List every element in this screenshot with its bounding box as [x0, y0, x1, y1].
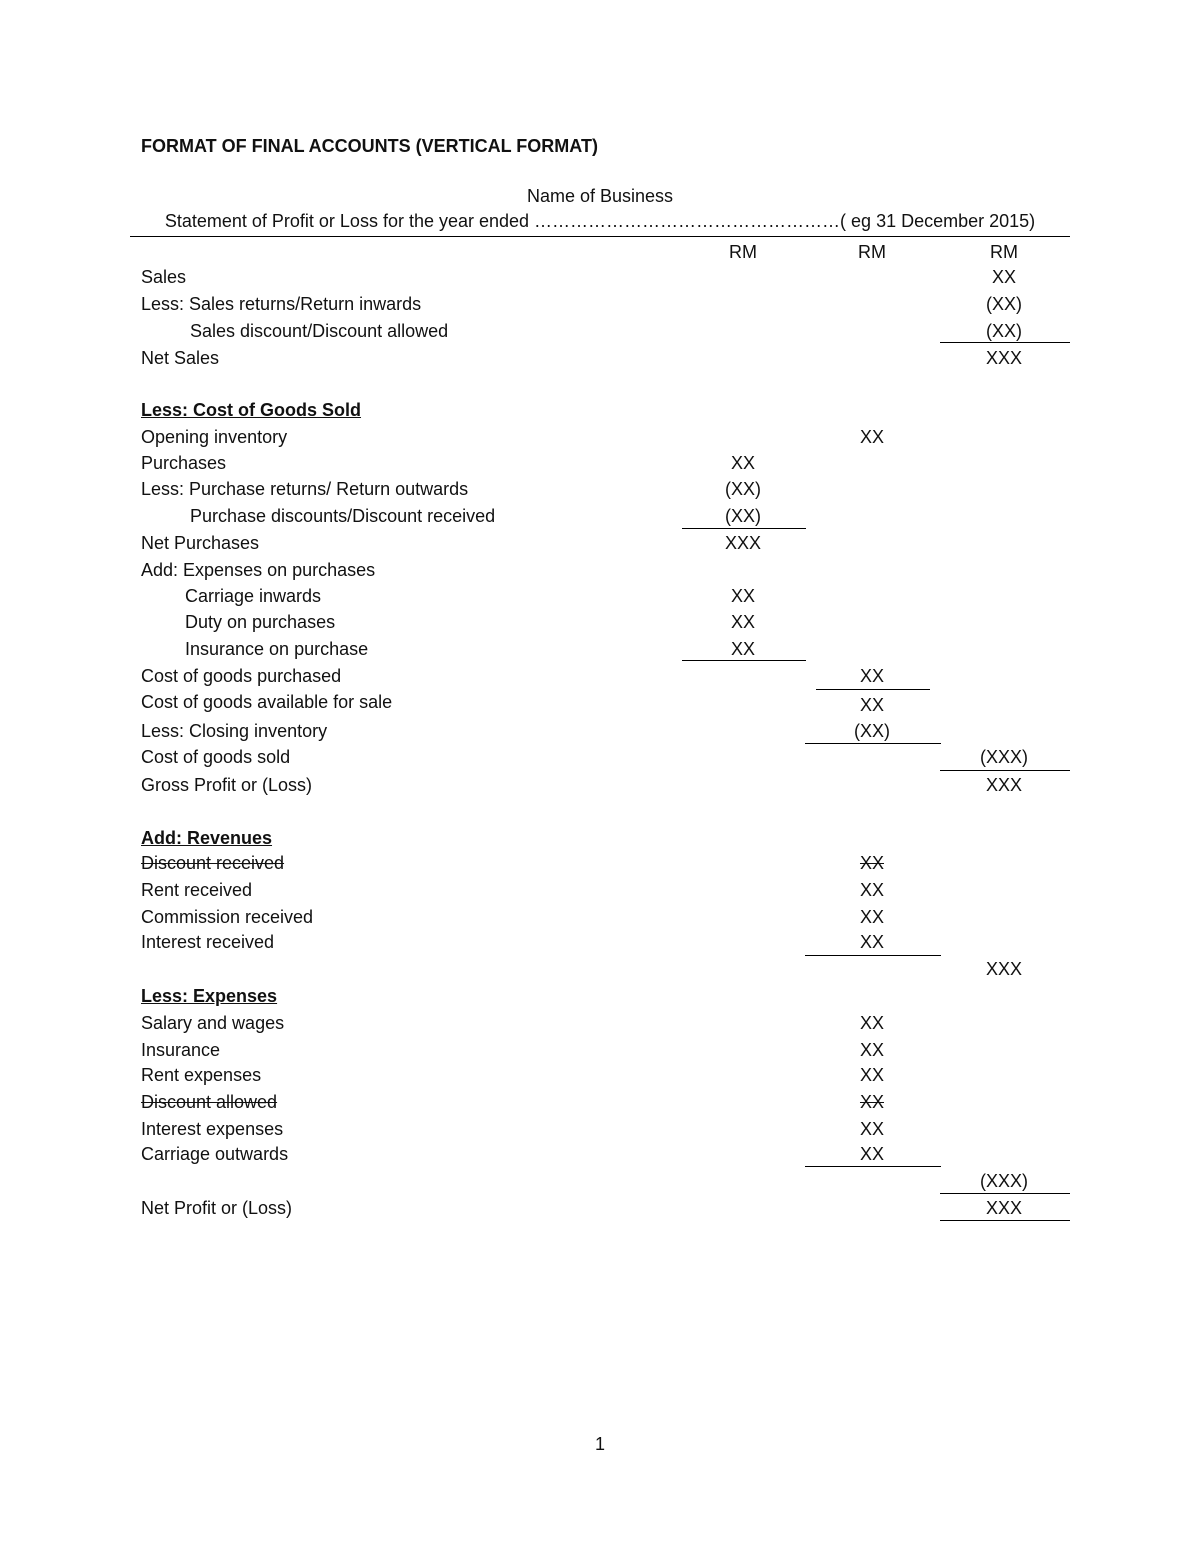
row-label: Rent received [141, 880, 253, 900]
row-label: Duty on purchases [185, 612, 336, 632]
row-label: Discount allowed [141, 1092, 278, 1112]
row-value-col3: XXX [985, 775, 1023, 795]
row-label: Gross Profit or (Loss) [141, 775, 313, 795]
row-label: Discount received [141, 853, 285, 873]
row-value-col2: XX [859, 695, 884, 715]
row-value-col2: (XX) [854, 721, 890, 741]
row-add-expenses-on-purchases [0, 557, 1200, 583]
section-heading: Less: Cost of Goods Sold [141, 400, 362, 420]
row-value-col1: (XX) [725, 479, 761, 499]
row-label: Net Sales [141, 348, 220, 368]
row-value-col3: (XX) [986, 321, 1022, 341]
row-revenues-total [0, 956, 1200, 982]
row-label: Purchase discounts/Discount received [190, 506, 496, 526]
row-label: Salary and wages [141, 1013, 285, 1033]
row-value-col1: XXX [724, 533, 762, 553]
row-label: Interest expenses [141, 1119, 284, 1139]
column-header-row [0, 239, 1200, 265]
business-name: Name of Business [526, 186, 674, 206]
row-label: Net Profit or (Loss) [141, 1198, 293, 1218]
row-value-col2: XX [859, 1092, 884, 1112]
statement-title: Statement of Profit or Loss for the year ended ……………………………………………( eg 31 December 2015) [164, 211, 1036, 231]
row-value-col3: (XXX) [979, 747, 1028, 767]
row-expenses-total [0, 1168, 1200, 1194]
row-value-col2: XX [859, 666, 884, 686]
row-label: Purchases [141, 453, 227, 473]
row-insurance-on-purchase [0, 636, 1200, 662]
row-value-col3: XXX [985, 1198, 1023, 1218]
row-net-purchases [0, 530, 1200, 556]
subtotal-underline [805, 1166, 941, 1167]
row-value-col2: XX [859, 853, 884, 873]
row-rent-received [0, 877, 1200, 903]
row-value-col3: (XX) [986, 294, 1022, 314]
row-label: Opening inventory [141, 427, 288, 447]
row-label: Net Purchases [141, 533, 260, 553]
section-heading-expenses [0, 983, 1200, 1009]
row-label: Sales [141, 267, 187, 287]
row-net-profit [0, 1195, 1200, 1221]
row-carriage-inwards [0, 583, 1200, 609]
row-label: Carriage outwards [141, 1144, 289, 1164]
row-insurance [0, 1037, 1200, 1063]
row-label: Rent expenses [141, 1065, 262, 1085]
row-sales-discount [0, 318, 1200, 344]
row-value-col3: XXX [985, 959, 1023, 979]
row-label: Less: Closing inventory [141, 721, 328, 741]
row-value-col2: XX [859, 932, 884, 952]
row-label: Cost of goods sold [141, 747, 291, 767]
row-value-col1: XX [730, 586, 755, 606]
row-net-sales [0, 345, 1200, 371]
row-value-col3: (XXX) [979, 1171, 1028, 1191]
row-value-col2: XX [859, 907, 884, 927]
row-value-col2: XX [859, 1040, 884, 1060]
row-value-col2: XX [859, 1013, 884, 1033]
row-label: Insurance on purchase [185, 639, 369, 659]
section-heading: Add: Revenues [141, 828, 273, 848]
row-purchases [0, 450, 1200, 476]
row-value-col2: XX [859, 1144, 884, 1164]
row-label: Cost of goods available for sale [141, 692, 393, 712]
row-value-col2: XX [859, 427, 884, 447]
row-cost-of-goods-sold [0, 744, 1200, 770]
row-opening-inventory [0, 424, 1200, 450]
row-value-col1: XX [730, 453, 755, 473]
subtotal-underline [940, 770, 1070, 771]
row-value-col2: XX [859, 1119, 884, 1139]
row-value-col3: XX [991, 267, 1016, 287]
row-label: Add: Expenses on purchases [141, 560, 376, 580]
row-label: Interest received [141, 932, 275, 952]
row-sales [0, 264, 1200, 290]
row-value-col1: XX [730, 612, 755, 632]
row-sales-returns [0, 291, 1200, 317]
row-value-col1: (XX) [725, 506, 761, 526]
row-closing-inventory [0, 718, 1200, 744]
row-interest-expenses [0, 1116, 1200, 1142]
row-label: Carriage inwards [185, 586, 322, 606]
row-discount-allowed [0, 1089, 1200, 1115]
row-label: Less: Purchase returns/ Return outwards [141, 479, 469, 499]
row-cost-of-goods-available [0, 689, 1200, 715]
page-number: 1 [594, 1434, 605, 1454]
column-header-3: RM [990, 242, 1018, 262]
row-salary-and-wages [0, 1010, 1200, 1036]
row-label: Less: Sales returns/Return inwards [141, 294, 422, 314]
row-duty-on-purchases [0, 609, 1200, 635]
row-carriage-outwards [0, 1141, 1200, 1167]
section-heading-revenues [0, 825, 1200, 851]
document-title: FORMAT OF FINAL ACCOUNTS (VERTICAL FORMAT) [141, 136, 598, 156]
section-heading-cogs [0, 397, 1200, 423]
total-underline [940, 1220, 1070, 1221]
row-value-col3: XXX [985, 348, 1023, 368]
row-interest-received [0, 929, 1200, 955]
subtotal-underline [940, 342, 1070, 343]
row-label: Cost of goods purchased [141, 666, 342, 686]
column-header-2: RM [858, 242, 886, 262]
section-heading: Less: Expenses [141, 986, 278, 1006]
header-rule [130, 236, 1070, 237]
row-value-col2: XX [859, 1065, 884, 1085]
row-cost-of-goods-purchased [0, 663, 1200, 689]
row-label: Sales discount/Discount allowed [190, 321, 449, 341]
row-commission-received [0, 904, 1200, 930]
row-rent-expenses [0, 1062, 1200, 1088]
row-label: Insurance [141, 1040, 221, 1060]
row-purchase-discounts [0, 503, 1200, 529]
subtotal-underline [682, 528, 806, 529]
subtotal-underline [682, 660, 806, 661]
subtotal-underline [940, 1193, 1070, 1194]
row-label: Commission received [141, 907, 314, 927]
row-value-col1: XX [730, 639, 755, 659]
column-header-1: RM [729, 242, 757, 262]
row-value-col2: XX [859, 880, 884, 900]
row-gross-profit [0, 772, 1200, 798]
row-purchase-returns [0, 476, 1200, 502]
row-discount-received [0, 850, 1200, 876]
